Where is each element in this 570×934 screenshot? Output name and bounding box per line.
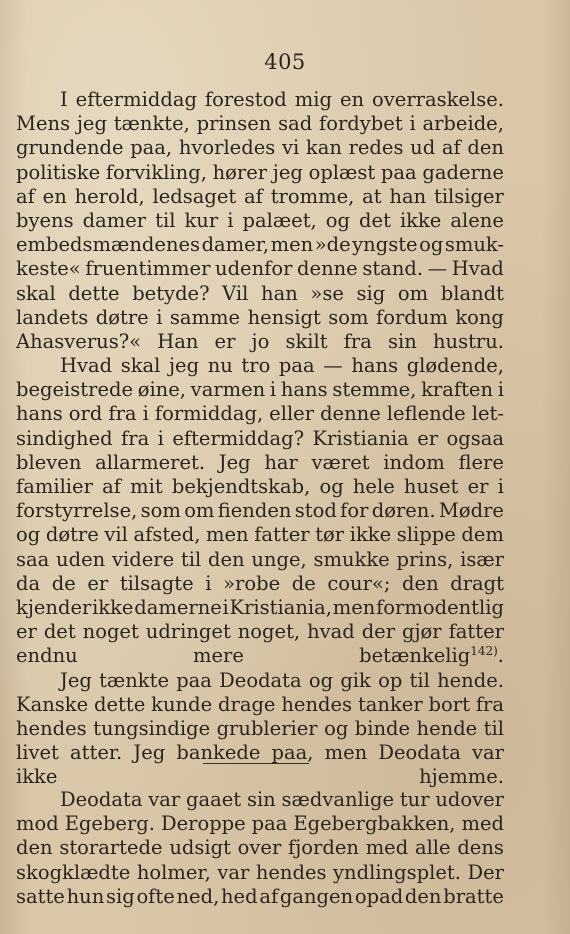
word: keste« (16, 257, 81, 281)
word: øine, (137, 378, 186, 402)
word: da (16, 571, 41, 595)
word: saa (16, 547, 50, 571)
word: til (409, 668, 430, 692)
word: glødende, (406, 354, 504, 378)
word: politiske (16, 160, 101, 184)
word: allarmeret. (95, 450, 206, 474)
word: yngste (352, 233, 418, 257)
text-line (16, 836, 504, 860)
word: cour«; (327, 571, 391, 595)
word: hensigt (247, 305, 321, 329)
word: og (324, 716, 349, 740)
word: Egeberg. (64, 812, 155, 836)
word: i (222, 595, 229, 619)
word: familier (16, 475, 93, 498)
word: bekjendtskab, (171, 475, 311, 498)
word: betyde? (132, 281, 210, 305)
word: arbeide, (422, 112, 504, 136)
word: sindighed (16, 426, 113, 450)
word: stand. (362, 257, 424, 281)
word: var (148, 788, 181, 811)
word: ledsaget (152, 184, 237, 208)
word: unge, (251, 547, 307, 571)
text-line (16, 354, 504, 378)
word: eftermiddag (75, 88, 197, 111)
word: han (261, 281, 298, 305)
word: satte (16, 884, 65, 908)
word: skogklædte (16, 860, 131, 884)
word: damer, (201, 233, 270, 257)
word: af (244, 184, 263, 208)
word: er (16, 620, 37, 644)
word: ikke (349, 523, 392, 547)
word: opad (354, 884, 404, 908)
word: grundende (16, 136, 124, 160)
word: noget, (237, 620, 301, 644)
word: ud (410, 136, 436, 160)
word: vi (281, 136, 300, 160)
word: ned, (176, 884, 220, 908)
word: kunde (151, 692, 213, 716)
word: i (409, 112, 416, 136)
word: men (324, 741, 368, 765)
word: mod (16, 812, 59, 836)
word: landets (16, 305, 89, 329)
word: dragt (450, 571, 504, 595)
page-number: 405 (264, 50, 306, 74)
word: forestod (204, 88, 287, 111)
word: palæet, (242, 208, 317, 232)
word: tilsagte (119, 571, 194, 595)
word: som (140, 499, 181, 523)
word: til (483, 716, 504, 740)
word: over (237, 836, 282, 860)
text-line (16, 717, 504, 741)
word: Hvad (60, 354, 113, 378)
word: Deodata (60, 788, 143, 811)
word: prinsen (196, 112, 272, 136)
word: sædvanlige (281, 788, 395, 811)
text-line (16, 572, 504, 596)
word: »se (310, 281, 344, 305)
word: Jeg (218, 450, 251, 474)
word: den (402, 571, 439, 595)
word: hende. (437, 668, 504, 692)
word: videre (111, 547, 175, 571)
word: den (207, 547, 245, 571)
word: ikke (92, 595, 134, 619)
word: udover (435, 788, 504, 811)
word: prins, (396, 547, 454, 571)
text-line (16, 499, 504, 523)
word: kan (305, 136, 342, 160)
line-text: Ahasverus?« Han er jo skilt fra sin hustru. (16, 329, 504, 353)
text-line (16, 306, 504, 330)
word: Egebergbakken, (293, 812, 456, 836)
word: hendes (281, 692, 353, 716)
body-text-section-1 (16, 88, 504, 789)
text-line (16, 765, 504, 789)
word: »robe (223, 571, 281, 595)
word: alene (450, 208, 504, 232)
text-line (16, 209, 504, 233)
word: døren. (371, 499, 436, 523)
word: døtre (45, 523, 99, 547)
word: binde (354, 716, 411, 740)
word: hele (352, 475, 395, 498)
section-divider (203, 763, 309, 764)
word: damer (82, 208, 147, 232)
word: skal (120, 354, 161, 378)
text-line (16, 548, 504, 572)
word: samme (169, 305, 241, 329)
text-line (16, 451, 504, 475)
word: udenfor (215, 257, 293, 281)
word: mit (130, 475, 163, 498)
text-line (16, 112, 504, 136)
text-line (16, 644, 504, 668)
word: men (270, 233, 314, 257)
word: stod (294, 499, 337, 523)
word: han (389, 184, 427, 208)
text-line (16, 741, 504, 765)
word: formodentlig (376, 595, 504, 619)
text-line (16, 378, 504, 402)
word: Kanske (16, 692, 89, 716)
word: og (325, 208, 351, 232)
word: — (323, 354, 343, 378)
word: livet (16, 741, 59, 765)
word: om (397, 281, 429, 305)
word: byens (16, 208, 74, 232)
word: hvad (307, 620, 355, 644)
word: ogsaa (446, 426, 504, 450)
text-line (16, 620, 504, 644)
word: hende (416, 716, 478, 740)
word: de (51, 571, 76, 595)
word: smuk- (444, 233, 504, 257)
word: varmen (190, 378, 266, 402)
word: paa, (271, 741, 314, 765)
word: Vil (222, 281, 249, 305)
word: paa (278, 354, 315, 378)
word: hed (221, 884, 258, 908)
word: I (60, 88, 68, 111)
text-line (16, 282, 504, 306)
word: og (16, 523, 41, 547)
word: forstyrrelse, (16, 499, 138, 523)
text-line (16, 596, 504, 620)
word: gjør (402, 620, 442, 644)
word: Hvad (451, 257, 504, 281)
word: dette (94, 692, 146, 716)
word: dem (461, 523, 504, 547)
word: oplæst (308, 160, 376, 184)
word: tro (241, 354, 271, 378)
word: i (156, 305, 163, 329)
word: dens (457, 836, 504, 860)
word: paa, (130, 136, 173, 160)
word: den (16, 836, 53, 860)
word: og (308, 668, 334, 692)
word: at (362, 184, 382, 208)
word: sig (356, 281, 386, 305)
word: noget (82, 620, 139, 644)
word: indom (383, 450, 445, 474)
word: i (157, 426, 164, 450)
word: fjorden (288, 836, 359, 860)
word: formiddag, (154, 402, 264, 426)
word: Deodata (378, 741, 461, 765)
word: alle (414, 836, 451, 860)
word: var (217, 860, 250, 884)
word: mig (294, 88, 332, 111)
word: »de (314, 233, 351, 257)
word: bort (428, 692, 470, 716)
word: hans (280, 378, 328, 402)
word: gik (340, 668, 371, 692)
text-line (16, 185, 504, 209)
word: den (404, 884, 442, 908)
word: hendes (255, 860, 327, 884)
word: sig (105, 884, 135, 908)
word: gaderne (422, 160, 504, 184)
text-line (16, 812, 504, 836)
word: hans (351, 354, 399, 378)
word: tænkte (99, 668, 169, 692)
word: kjender (16, 595, 92, 619)
word: Mens (16, 112, 71, 136)
text-line (16, 427, 504, 451)
word: jeg (272, 160, 303, 184)
word: i (142, 402, 149, 426)
word: tilsiger (433, 184, 504, 208)
text-line (16, 669, 504, 693)
word: døtre (95, 305, 149, 329)
word: og (419, 233, 444, 257)
word: de (291, 571, 316, 595)
word: uden (56, 547, 106, 571)
word: Deroppe (160, 812, 246, 836)
word: hvorledes (178, 136, 276, 160)
word: tungsindige (93, 716, 211, 740)
word: Der (467, 860, 504, 884)
word: af (16, 184, 35, 208)
word: som (328, 305, 369, 329)
word: begeistrede (16, 378, 134, 402)
word: leflende (386, 402, 466, 426)
word: der (361, 620, 396, 644)
footnote-marker: 142) (470, 644, 498, 659)
word: udringet (145, 620, 231, 644)
word: — (427, 257, 448, 281)
word: jeg (169, 354, 200, 378)
text-line (16, 693, 504, 717)
word: fordybet (319, 112, 403, 136)
word: i (205, 571, 212, 595)
word: om (184, 499, 215, 523)
word: atter. (70, 741, 123, 765)
text-line (16, 475, 504, 499)
word: forvikling, (105, 160, 207, 184)
word: en (42, 184, 67, 208)
word: til (155, 208, 176, 232)
text-line (16, 402, 504, 426)
word: holmer, (136, 860, 211, 884)
word: i (227, 208, 234, 232)
word: denne (297, 257, 358, 281)
word: sad (278, 112, 313, 136)
text-line (16, 330, 504, 354)
word: det (359, 208, 391, 232)
word: kraften (421, 378, 494, 402)
text-line (16, 885, 504, 909)
word: grublerier (216, 716, 318, 740)
word: udsigt (169, 836, 231, 860)
text-line (16, 233, 504, 257)
text-line (16, 136, 504, 160)
word: paa (251, 812, 288, 836)
word: af (102, 475, 121, 498)
word: Kristiania (312, 426, 409, 450)
line-punctuation: . (497, 644, 504, 668)
word: for (340, 499, 369, 523)
word: en (339, 88, 365, 111)
word: bankede (176, 741, 261, 765)
word: afsted, (133, 523, 201, 547)
word: flere (458, 450, 504, 474)
word: dette (68, 281, 120, 305)
word: slippe (396, 523, 456, 547)
word: Jeg (133, 741, 166, 765)
word: ofte (136, 884, 175, 908)
word: Jeg (60, 668, 92, 692)
word: var (472, 741, 504, 765)
word: storartede (59, 836, 163, 860)
word: fra (475, 692, 504, 716)
word: i (497, 475, 504, 498)
word: gaaet (186, 788, 242, 811)
word: jeg (76, 112, 107, 136)
word: tænkte, (113, 112, 190, 136)
word: til (180, 547, 202, 571)
line-text: ikke hjemme. (16, 765, 504, 789)
word: især (460, 547, 504, 571)
word: damerne (134, 595, 222, 619)
word: overraskelse. (372, 88, 504, 111)
word: af (441, 136, 461, 160)
body-text-section-2 (16, 788, 504, 909)
word: huset (403, 475, 459, 498)
word: ikke (399, 208, 442, 232)
word: i (269, 378, 277, 402)
word: Deodata (219, 668, 302, 692)
word: har (264, 450, 298, 474)
word: fra (108, 402, 137, 426)
word: af (259, 884, 279, 908)
word: fra (121, 426, 150, 450)
word: hans (16, 402, 63, 426)
word: op (378, 668, 403, 692)
word: men (206, 523, 249, 547)
word: er (87, 571, 109, 595)
word: ord (68, 402, 103, 426)
word: paa (176, 668, 212, 692)
word: fordum (376, 305, 448, 329)
word: embedsmændenes (16, 233, 201, 257)
word: fatter (254, 523, 310, 547)
word: været (311, 450, 370, 474)
text-line (16, 523, 504, 547)
word: bratte (443, 884, 504, 908)
word: tanker (357, 692, 423, 716)
text-line (16, 257, 504, 281)
text-line (16, 788, 504, 812)
word: eller (269, 402, 315, 426)
word: paa (380, 160, 417, 184)
word: hører (212, 160, 268, 184)
word: fienden (217, 499, 292, 523)
word: tør (315, 523, 345, 547)
word: men (332, 595, 376, 619)
word: smukke (313, 547, 390, 571)
word: hendes (16, 716, 87, 740)
word: kong (455, 305, 504, 329)
word: stemme, (332, 378, 417, 402)
line-text: endnu mere betænkelig (16, 644, 471, 668)
text-line (16, 861, 504, 885)
word: sin (246, 788, 276, 811)
word: det (43, 620, 76, 644)
word: kur (184, 208, 219, 232)
text-line (16, 88, 504, 112)
word: med (365, 836, 409, 860)
word: i (497, 378, 504, 402)
word: tur (399, 788, 430, 811)
word: med (461, 812, 504, 836)
word: Mødre (438, 499, 504, 523)
word: bleven (16, 450, 82, 474)
word: fatter (448, 620, 504, 644)
word: er (467, 475, 489, 498)
word: og (319, 475, 344, 498)
word: blandt (440, 281, 504, 305)
word: er (417, 426, 439, 450)
word: tromme, (270, 184, 355, 208)
word: skal (16, 281, 56, 305)
word: redes (348, 136, 404, 160)
word: eftermiddag? (172, 426, 305, 450)
word: gangen (279, 884, 354, 908)
word: drage (218, 692, 276, 716)
word: fruentimmer (85, 257, 211, 281)
word: yndlingsplet. (333, 860, 461, 884)
word: let- (471, 402, 504, 426)
word: Kristiania, (229, 595, 332, 619)
word: denne (320, 402, 381, 426)
word: nu (207, 354, 233, 378)
word: den (467, 136, 504, 160)
word: herold, (74, 184, 145, 208)
word: hun (66, 884, 105, 908)
text-line (16, 161, 504, 185)
word: vil (104, 523, 128, 547)
